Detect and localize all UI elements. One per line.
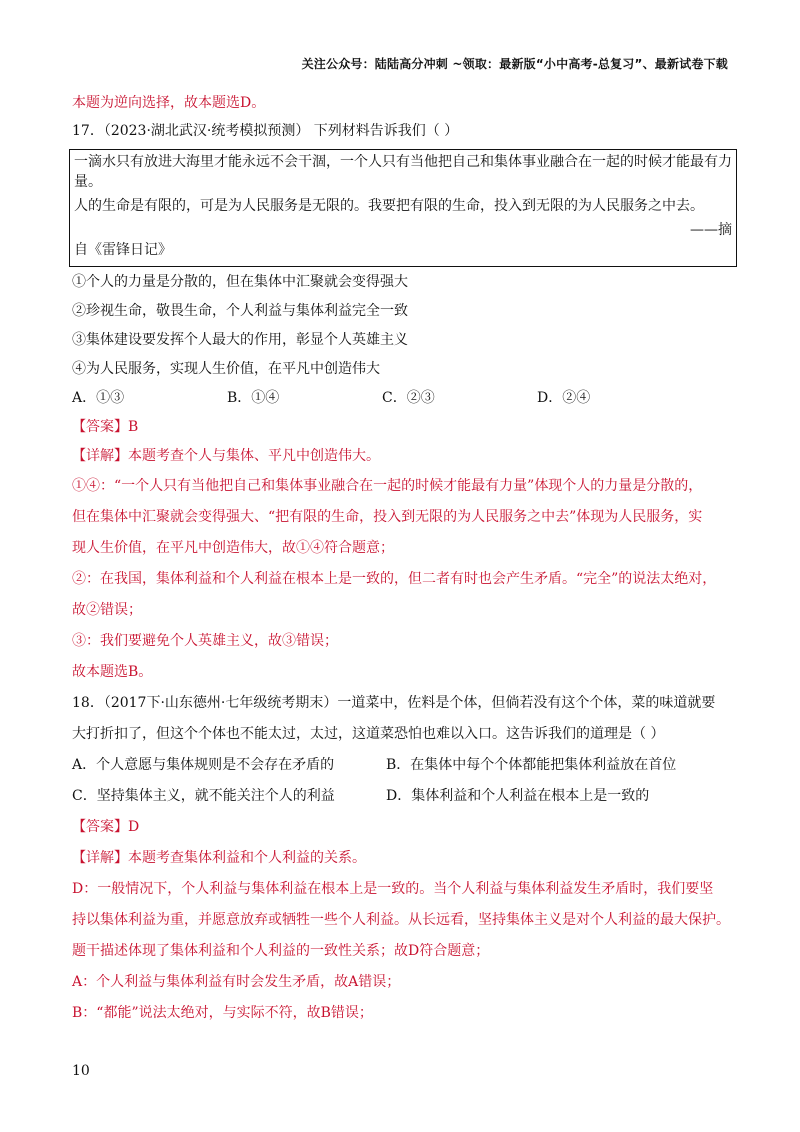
q18-explain-3: 题干描述体现了集体利益和个人利益的一致性关系；故D符合题意； (72, 943, 490, 959)
q18-explain-0: 【详解】本题考查集体利益和个人利益的关系。 (72, 850, 366, 866)
q17-explain-1: ①④：“一个人只有当他把自己和集体事业融合在一起的时候才能最有力量”体现个人的力量是分散的， (72, 478, 703, 494)
q17-explain-5: 故②错误； (72, 602, 142, 618)
q18-explain-1: D：一般情况下，个人利益与集体利益在根本上是一致的。当个人利益与集体利益发生矛盾时，我们要坚 (72, 881, 714, 897)
q17-explain-2: 但在集体中汇聚就会变得强大、“把有限的生命，投入到无限的为人民服务之中去”体现为人民服务，实 (72, 509, 703, 525)
prev-conclusion: 本题为逆向选择，故本题选D。 (72, 95, 266, 111)
q17-option-a: A．①③ (72, 390, 125, 406)
q17-explain-6: ③：我们要避免个人英雄主义，故③错误； (72, 633, 338, 649)
q17-statement-2: ②珍视生命，敬畏生命，个人利益与集体利益完全一致 (72, 303, 408, 319)
q17-option-b: B．①④ (227, 390, 280, 406)
q18-explain-4: A：个人利益与集体利益有时会发生矛盾，故A错误； (72, 974, 401, 990)
q18-stem-2: 大打折扣了，但这个个体也不能太过，太过，这道菜恐怕也难以入口。这告诉我们的道理是（ ） (72, 726, 665, 742)
q17-answer: 【答案】B (72, 419, 139, 435)
material-source-dash: ——摘 (690, 222, 732, 238)
q17-stem: 17．（2023·湖北武汉·统考模拟预测） 下列材料告诉我们（ ） (72, 123, 459, 139)
q18-option-a: A．个人意愿与集体规则是不会存在矛盾的 (72, 757, 335, 773)
q18-option-b: B．在集体中每个个体都能把集体利益放在首位 (386, 757, 677, 773)
q17-explain-4: ②：在我国，集体利益和个人利益在根本上是一致的，但二者有时也会产生矛盾。“完全”的说法太绝对， (72, 571, 717, 587)
q18-stem-1: 18．（2017下·山东德州·七年级统考期末）一道菜中，佐料是个体，但倘若没有这个个体，菜的味道就要 (72, 695, 716, 711)
q18-options-row-2 (72, 787, 740, 805)
q17-explain-0: 【详解】本题考查个人与集体、平凡中创造伟大。 (72, 448, 380, 464)
q17-option-c: C．②③ (382, 390, 435, 406)
material-line-1: 一滴水只有放进大海里才能永远不会干涸，一个人只有当他把自己和集体事业融合在一起的时候才能最有力量。 (74, 154, 732, 190)
q17-statement-4: ④为人民服务，实现人生价值，在平凡中创造伟大 (72, 361, 380, 377)
material-line-2: 人的生命是有限的，可是为人民服务是无限的。我要把有限的生命，投入到无限的为人民服务之中去。 (74, 198, 704, 214)
page-content (72, 92, 740, 1022)
q18-options-row-1 (72, 756, 740, 774)
q17-material-box (69, 149, 737, 267)
q17-explain-7: 故本题选B。 (72, 664, 153, 680)
q18-answer: 【答案】D (72, 819, 140, 835)
page-header: 关注公众号：陆陆高分冲刺 ~领取：最新版“小中高考-总复习”、最新试卷下载 (301, 57, 728, 71)
q18-option-c: C．坚持集体主义，就不能关注个人的利益 (72, 788, 335, 804)
q17-statement-1: ①个人的力量是分散的，但在集体中汇聚就会变得强大 (72, 274, 408, 290)
page-number: 10 (72, 1063, 90, 1079)
q18-explain-5: B：“都能”说法太绝对，与实际不符，故B错误； (72, 1005, 373, 1021)
q17-statement-3: ③集体建设要发挥个人最大的作用，彰显个人英雄主义 (72, 332, 408, 348)
q18-explain-2: 持以集体利益为重，并愿意放弃或牺牲一些个人利益。从长远看，坚持集体主义是对个人利益的最大保护。 (72, 912, 730, 928)
material-source: 自《雷锋日记》 (74, 242, 172, 258)
q17-explain-3: 现人生价值，在平凡中创造伟大，故①④符合题意； (72, 540, 394, 556)
q17-option-d: D．②④ (537, 390, 591, 406)
q17-options (72, 389, 740, 407)
q18-option-d: D．集体利益和个人利益在根本上是一致的 (386, 788, 650, 804)
